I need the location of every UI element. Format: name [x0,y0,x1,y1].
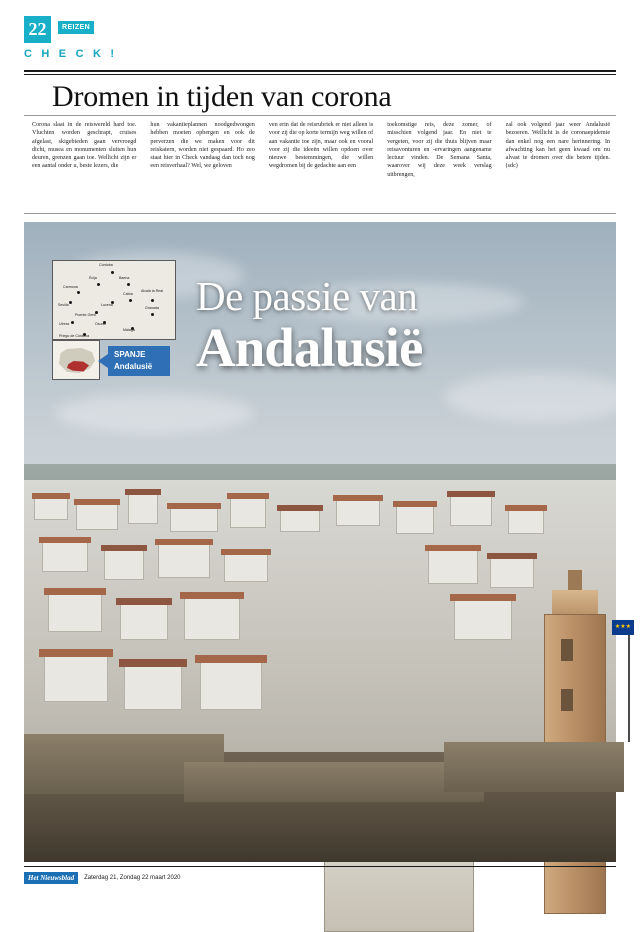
feature-photo [24,222,632,860]
intro-column: Corona slaat in de reiswereld hard toe. Vluchten worden geschrapt, cruises afgelast, skigebieden gaan vervroegd dicht, musea en monumenten sluiten hun deuren, grenzen gaan toe. Wellicht zijn er een aantal onder u, beste lezers, die [32,122,137,170]
publication-date: Zaterdag 21, Zondag 22 maart 2020 [84,875,181,881]
feature-title-line2: Andalusië [196,317,423,378]
map-city-label: Málaga [123,328,135,332]
rampart-wall [184,762,484,802]
eu-flag: ★★★ [612,620,634,635]
page-title: Dromen in tijden van corona [52,80,392,113]
map-city-label: Lucena [101,303,113,307]
map-city-label: Cabra [123,292,133,296]
map-city-label: Puente-Genil [75,313,96,317]
map-city-label: Granada [145,306,159,310]
map-city-label: Baena [119,276,130,280]
divider-under-headline [24,115,616,116]
map-city-label: Priego de Córdoba [59,334,90,338]
divider-under-intro [24,213,616,214]
divider-top [24,70,616,72]
map-city-label: Écija [89,276,97,280]
map-city-label: Osuna [95,322,106,326]
publication-logo: Het Nieuwsblad [24,872,78,884]
intro-text [32,121,610,179]
intro-column: toekomstige reis, deze zomer, of misschien volgend jaar. En niet te vergeten, voor zij die thuis blijven maar reisavonturen en -ervaringen aangename lectuur vinden. De Semana Santa, waarover wij deze week verslag uitbrengen, [387,122,492,178]
divider-top-thin [24,74,616,75]
map-city-label: Córdoba [99,263,113,267]
section-title: C H E C K ! [24,48,118,60]
country-locator-map [52,340,100,380]
map-city-label: Sevilla [58,303,69,307]
map-city-label: Alcalá la Real [141,289,163,293]
feature-title-line1: De passie van [196,273,418,319]
map-callout [108,346,170,376]
intro-column: hun vakantieplannen noodgedwongen hebben moeten opbergen en ook de perverzen die we maken voor dit reiskatern, worden niet gespaard. Ho zeo staat hier in Check vandaag dan toch nog een reisverhaal? Wel, we geloven [150,122,255,170]
callout-country: SPANJE [114,350,146,359]
intro-column: ven erin dat de reisrubriek er niet alleen is voor zij die op korte termijn weg willen of aan vakantie toe zijn, maar ook en vooral voor zij die ideeën willen opdoen over nieuwe bestemmingen, die willen wegdromen bij de gedachte aan een [268,122,374,170]
callout-arrow-icon [98,354,108,368]
map-city-label: Utrera [59,322,69,326]
flagpole [628,622,630,742]
callout-region: Andalusië [114,362,153,371]
map-city-label: Carmona [63,285,78,289]
section-tag: REIZEN [58,21,94,34]
footer [24,872,181,884]
page-number: 22 [24,16,51,43]
rampart-wall [444,742,624,792]
cloud [54,392,254,434]
masthead [24,16,134,66]
intro-column: zal ook volgend jaar weer Andalusië bezoeren. Wellicht is de coronaepidemie dan enkel nog een nare herinnering. In afwachting kan het geen kwaad om nu alvast te dromen over die betere tijden. (sdc) [505,122,611,170]
divider-footer [24,866,616,867]
region-map [52,260,176,340]
cloud [444,372,634,422]
